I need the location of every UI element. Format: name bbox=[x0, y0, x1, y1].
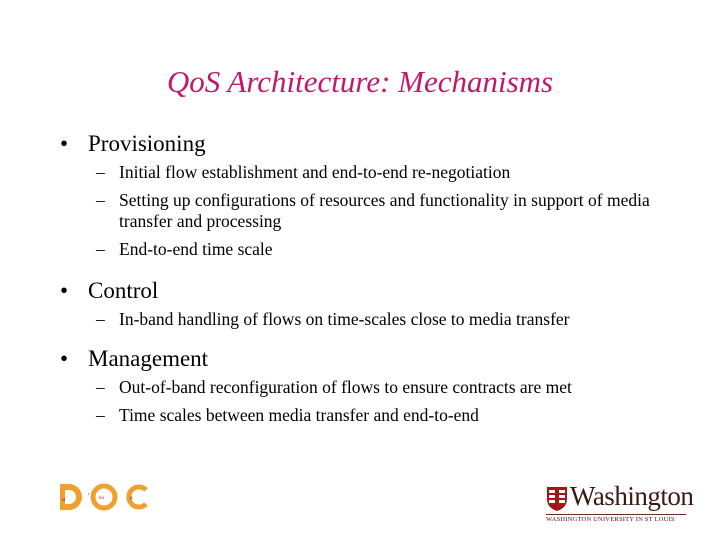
washington-university-logo bbox=[546, 481, 694, 524]
logo-rule bbox=[546, 514, 686, 515]
slide-title: QoS Architecture: Mechanisms bbox=[166, 64, 554, 99]
bullet-marker: • bbox=[60, 346, 69, 371]
bullet-provisioning bbox=[58, 128, 678, 160]
shield-icon bbox=[546, 486, 568, 512]
bullet-management bbox=[58, 343, 678, 375]
sub-bullet: – Setting up configurations of resources and functionality in support of media transfer and processing bbox=[96, 190, 650, 231]
bullet-control bbox=[58, 275, 678, 307]
svg-text:u: u bbox=[62, 497, 65, 503]
sub-list-provisioning bbox=[58, 162, 678, 260]
doc-logo bbox=[58, 482, 150, 512]
bullet-text: Provisioning bbox=[88, 131, 206, 156]
bullet-marker: • bbox=[60, 278, 69, 303]
sub-bullet: – Out-of-band reconfiguration of flows to ensure contracts are met bbox=[96, 377, 572, 397]
sub-list-management bbox=[58, 377, 678, 426]
svg-text:r: r bbox=[88, 491, 90, 496]
bullet-marker: • bbox=[60, 131, 69, 156]
svg-text:p: p bbox=[130, 495, 133, 500]
sub-bullet: – In-band handling of flows on time-scales close to media transfer bbox=[96, 309, 570, 329]
bullet-text: Management bbox=[88, 346, 209, 371]
washington-subtitle: WASHINGTON UNIVERSITY IN ST LOUIS bbox=[546, 516, 675, 523]
bullet-text: Control bbox=[88, 278, 159, 303]
svg-text:ba: ba bbox=[99, 495, 105, 500]
sub-bullet: – Initial flow establishment and end-to-end re-negotiation bbox=[96, 162, 511, 182]
washington-wordmark: Washington bbox=[570, 481, 694, 511]
sub-bullet: – End-to-end time scale bbox=[96, 239, 273, 259]
sub-list-control bbox=[58, 309, 678, 330]
sub-bullet: – Time scales between media transfer and end-to-end bbox=[96, 405, 479, 425]
slide-body bbox=[58, 128, 678, 433]
